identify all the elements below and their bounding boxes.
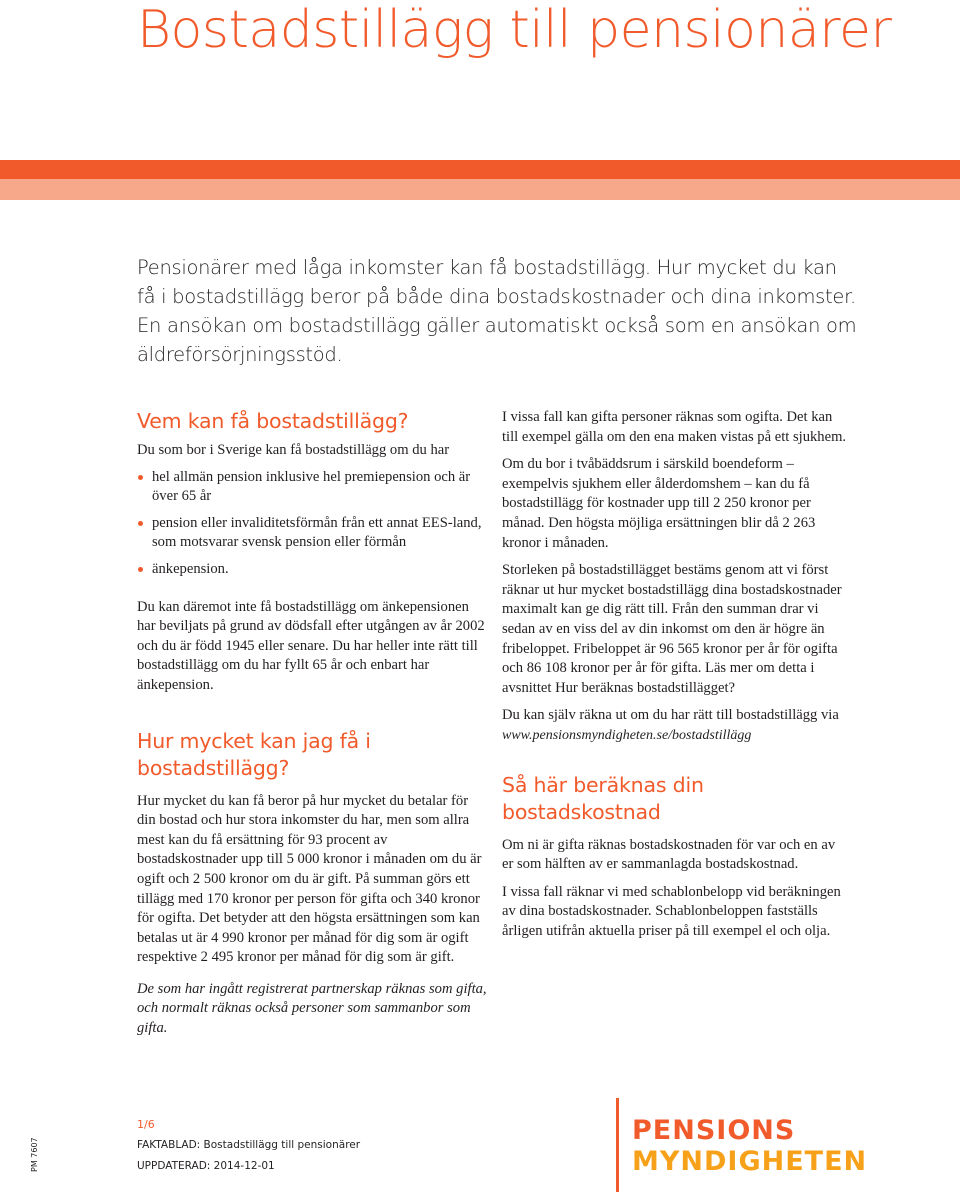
logo-text-myndigheten: MYNDIGHETEN [632, 1146, 868, 1177]
list-item: änkepension. [137, 560, 487, 580]
bullet-icon [138, 475, 143, 480]
header-stripe-dark [0, 160, 960, 179]
widow-pension-text: Du kan däremot inte få bostadstillägg om änkepensionen har beviljats på grund av dödsfall efter utgången av år 2002 och du är född 1945 eller senare. Du har heller inte rätt till bostadstillägg om du har fyllt 65 år och enbart har änkepension. [137, 598, 485, 693]
document-code: PM 7607 [30, 1137, 39, 1172]
right-column [502, 408, 850, 941]
page-title: Bostadstillägg till pensionärer [137, 0, 892, 60]
left-column [137, 408, 487, 1039]
factsheet-label: FAKTABLAD: Bostadstillägg till pensionärer [137, 1139, 361, 1151]
updated-date: UPPDATERAD: 2014-12-01 [137, 1160, 275, 1172]
calculation-text: Storleken på bostadstillägget bestäms genom att vi först räknar ut hur mycket bostadstillägg dina bostadskostnader maximalt kan ge dig rätt till. Från den summan drar vi sedan av en viss del av din inkomst om den är högre än fribeloppet. Fribeloppet är 96 565 kronor per år för ogifta och 86 108 kronor per år för gifta. Läs mer om detta i avsnittet Hur beräknas bostadstillägget? [502, 562, 842, 696]
header-stripe-light [0, 179, 960, 200]
bullet-icon [138, 521, 143, 526]
unmarried-text: I vissa fall kan gifta personer räknas som ogifta. Det kan till exempel gälla om den ena maken vistas på ett sjukhem. [502, 409, 847, 445]
section-heading-how-much: Hur mycket kan jag få i bostadstillägg? [137, 728, 371, 780]
website-link[interactable]: www.pensionsmyndigheten.se/bostadstillägg [502, 727, 752, 743]
logo-divider [616, 1098, 619, 1192]
who-lead: Du som bor i Sverige kan få bostadstillägg om du har [137, 442, 450, 458]
how-much-text: Hur mycket du kan få beror på hur mycket du betalar för din bostad och hur stora inkomster du har, men som allra mest kan du få ersättning för 93 procent av bostadskostnader upp till 5 000 kronor i månaden om du är ogift och 2 500 kronor om du är gift. På summan görs ett tillägg med 170 kronor per person för gifta och 340 kronor för ogifta. Det betyder att den högsta ersättningen som kan betalas ut är 4 990 kronor per månad för dig som är ogift respektive 2 495 kronor per månad för dig som är gift. [137, 792, 482, 966]
schablon-text: I vissa fall räknar vi med schablonbelopp vid beräkningen av dina bostadskostnader. Schablonbeloppen fastställs årligen utifrån aktuella priser på till exempel el och olja. [502, 883, 841, 939]
section-heading-who: Vem kan få bostadstillägg? [137, 409, 409, 433]
eligibility-list [137, 468, 487, 580]
intro-text: Pensionärer med låga inkomster kan få bostadstillägg. Hur mycket du kan få i bostadstillägg beror på både dina bostadskostnader och dina inkomster. En ansökan om bostadstillägg gäller automatiskt också som en ansökan om äldreförsörjningsstöd. [137, 256, 857, 366]
calculate-yourself-text: Du kan själv räkna ut om du har rätt till bostadstillägg via [502, 707, 839, 724]
twin-room-text: Om du bor i tvåbäddsrum i särskild boendeform – exempelvis sjukhem eller ålderdomshem – kan du få bostadstillägg för kostnader upp till 2 250 kronor per månad. Den högsta möjliga ersättningen blir då 2 263 kronor i månaden. [502, 456, 816, 551]
page-number: 1/6 [137, 1118, 155, 1131]
bullet-icon [138, 567, 143, 572]
section-heading-cost: Så här beräknas din bostadskostnad [502, 772, 704, 824]
logo-text-pensions: PENSIONS [632, 1115, 796, 1146]
partnership-note: De som har ingått registrerat partnerskap räknas som gifta, och normalt räknas också personer som sammanbor som gifta. [137, 980, 487, 1037]
married-cost-text: Om ni är gifta räknas bostadskostnaden för var och en av er som hälften av er sammanlagda bostadskostnad. [502, 836, 836, 873]
list-item: pension eller invaliditetsförmån från ett annat EES-land, som motsvarar svensk pension eller förmån [137, 514, 487, 553]
list-item: hel allmän pension inklusive hel premiepension och är över 65 år [137, 468, 487, 507]
